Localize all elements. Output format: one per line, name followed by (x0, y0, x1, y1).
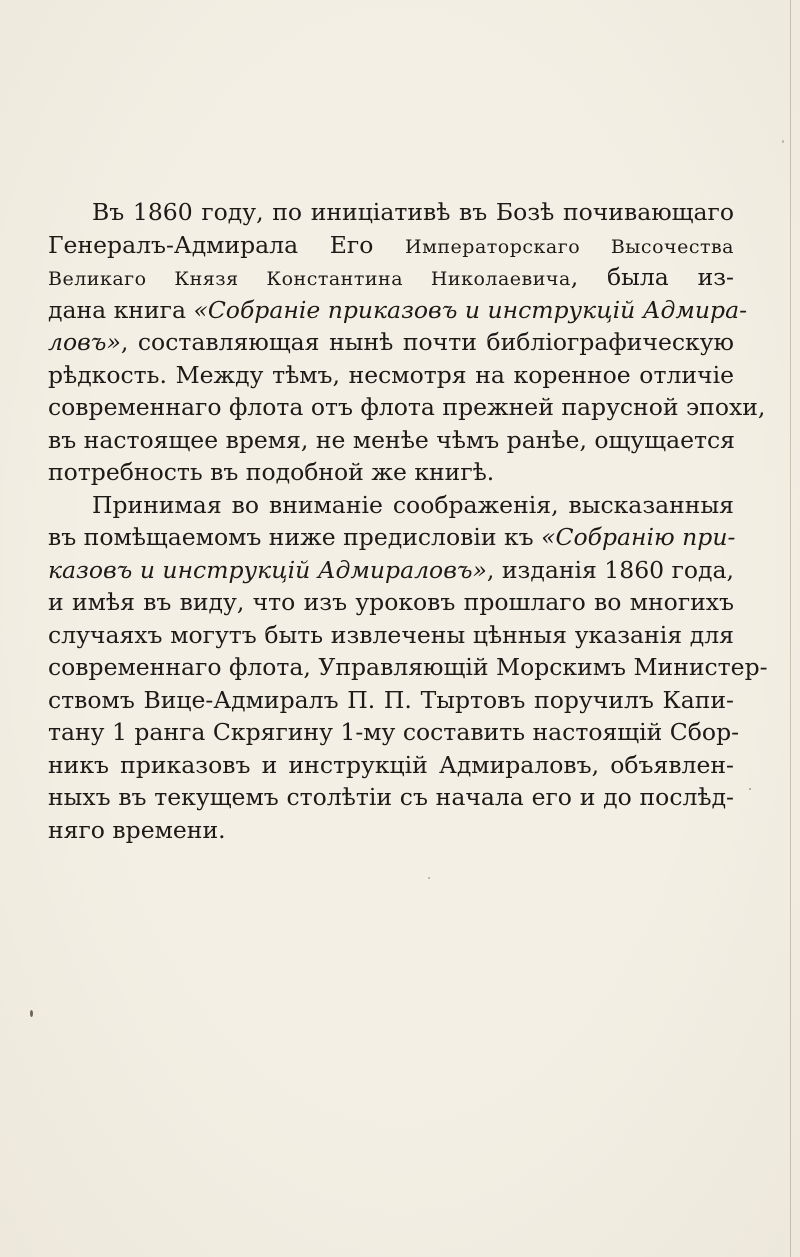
text-line (48, 521, 734, 554)
text-line (48, 196, 734, 229)
text-line (48, 554, 734, 587)
small-caps-text: Императорскаго Высочества (405, 235, 734, 258)
small-caps-text: Великаго Князя Константина Николаевича (48, 268, 571, 290)
italic-title-text: «Собраніе приказовъ и инструкцій Адмира- (193, 295, 748, 324)
text-line (48, 456, 734, 489)
print-speck (428, 877, 430, 879)
text-line (48, 814, 734, 847)
text-line (48, 391, 766, 424)
print-speck (749, 788, 751, 790)
text-line (48, 781, 734, 814)
text-segment: никъ приказовъ и инструкцій Адмираловъ, объявлен- (48, 750, 734, 779)
main-text (48, 196, 768, 846)
text-line (48, 489, 734, 522)
text-line (48, 261, 734, 294)
text-segment: современнаго флота, Управляющій Морскимъ Министер- (48, 653, 768, 681)
text-line (48, 716, 740, 749)
text-segment: въ помѣщаемомъ ниже предисловіи къ (48, 523, 542, 551)
text-segment: тану 1 ранга Скрягину 1-му составить настоящій Сбор- (48, 718, 740, 746)
text-segment: современнаго флота отъ флота прежней парусной эпохи, (48, 393, 766, 421)
text-line (48, 651, 768, 684)
text-line (48, 749, 734, 782)
text-line (48, 586, 734, 619)
text-line (48, 619, 734, 652)
italic-title-text: «Собранію при- (541, 523, 736, 551)
text-line (48, 359, 734, 392)
text-segment: случаяхъ могутъ быть извлечены цѣнныя указанія для (48, 620, 734, 649)
text-segment: потребность въ подобной же книгѣ. (48, 458, 495, 486)
text-segment: няго времени. (48, 815, 226, 844)
print-speck (30, 1010, 33, 1017)
page-edge-mark (790, 0, 791, 1257)
text-line (48, 684, 734, 717)
text-segment: Принимая во вниманіе соображенія, высказанныя (92, 490, 734, 519)
text-segment: дана книга (48, 295, 194, 324)
text-segment: въ настоящее время, не менѣе чѣмъ ранѣе, ощущается (48, 425, 735, 454)
italic-title-text: казовъ и инструкцій Адмираловъ» (48, 555, 487, 584)
text-segment: и имѣя въ виду, что изъ уроковъ прошлаго во многихъ (48, 588, 734, 616)
text-segment: , была из- (570, 263, 734, 291)
italic-title-text: ловъ» (48, 328, 121, 356)
text-segment: , изданія 1860 года, (486, 555, 734, 584)
text-line (48, 229, 734, 262)
text-line (48, 424, 734, 457)
text-segment: ствомъ Вице-Адмиралъ П. П. Тыртовъ поручилъ Капи- (48, 685, 734, 714)
text-line (48, 326, 734, 359)
text-segment: , составляющая нынѣ почти библіографическую (120, 328, 734, 356)
text-segment: ныхъ въ текущемъ столѣтіи съ начала его и до послѣд- (48, 783, 734, 811)
text-line (48, 294, 748, 327)
print-speck (782, 140, 784, 143)
text-segment: рѣдкость. Между тѣмъ, несмотря на коренное отличіе (48, 360, 734, 389)
text-segment: Генералъ-Адмирала Его (48, 230, 406, 259)
text-segment: Въ 1860 году, по иниціативѣ въ Бозѣ почивающаго (92, 198, 734, 226)
